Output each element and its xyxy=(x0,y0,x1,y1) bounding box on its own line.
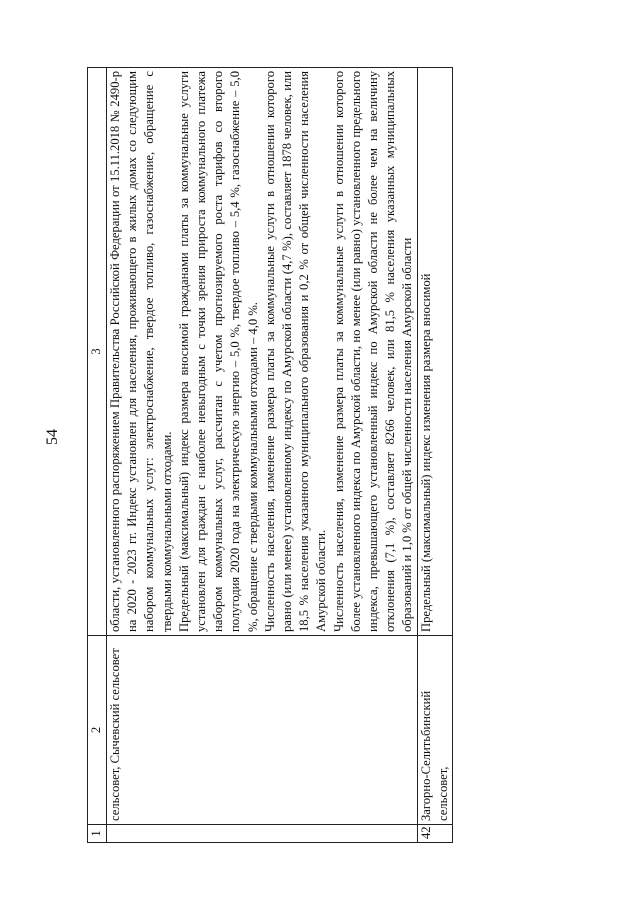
header-col-3: 3 xyxy=(88,68,107,636)
paragraph: Численность населения, изменение размера платы за коммунальные услуги в отношении которого более установленного индекса по Амурской области, но менее (или равно) установленного предельного индекса, превышающего установленный индекс по Амурской области не более чем на величину отклонения (7,1 %), составляет 8266 человек, или 81,5 % населения указанных муниципальных образований и 1,0 % от общей численности населения Амурской области xyxy=(331,71,415,632)
municipality-name: Загорно-Селитьбинский сельсовет, xyxy=(417,636,452,825)
page-number: 54 xyxy=(44,429,61,445)
table-row xyxy=(107,68,418,843)
header-row xyxy=(88,68,107,843)
rotated-table-sheet xyxy=(87,68,584,843)
row-number xyxy=(107,825,418,843)
paragraph: Предельный (максимальный) индекс размера вносимой гражданами платы за коммунальные услуги установлен для граждан с наиболее невыгодным с точки зрения прироста коммунального платежа набором коммунальных услуг, рассчитан с учетом прогнозируемого роста тарифов со второго полугодия 2020 года на электрическую энергию – 5,0 %, твердое топливо – 5,4 %, газоснабжение – 5,0 %, обращение с твердыми коммунальными отходами – 4,0 %. xyxy=(176,71,260,632)
header-col-2: 2 xyxy=(88,636,107,825)
row-number: 42 xyxy=(417,825,452,843)
paragraph: Численность населения, изменение размера платы за коммунальные услуги в отношении которого равно (или менее) установленному индексу по Амурской области (4,7 %), составляет 1878 человек, или 18,5 % населения указанного муниципального образования и 0,2 % от общей численности населения Амурской области. xyxy=(262,71,329,632)
paragraph: области, установленного распоряжением Правительства Российской Федерации от 15.11.2018 № 2490-р на 2020 - 2023 гг. Индекс установлен для населения, проживающего в жилых домах со следующим набором коммунальных услуг: электроснабжение, твердое топливо, газоснабжение, обращение с твердыми коммунальными отходами. xyxy=(108,71,174,632)
municipality-name: сельсовет, Сычевский сельсовет xyxy=(107,636,418,825)
description-cell: Предельный (максимальный) индекс изменения размера вносимой xyxy=(417,68,452,636)
header-col-1: 1 xyxy=(88,825,107,843)
table-row xyxy=(417,68,452,843)
municipal-index-table xyxy=(87,67,453,843)
description-cell xyxy=(107,68,418,636)
